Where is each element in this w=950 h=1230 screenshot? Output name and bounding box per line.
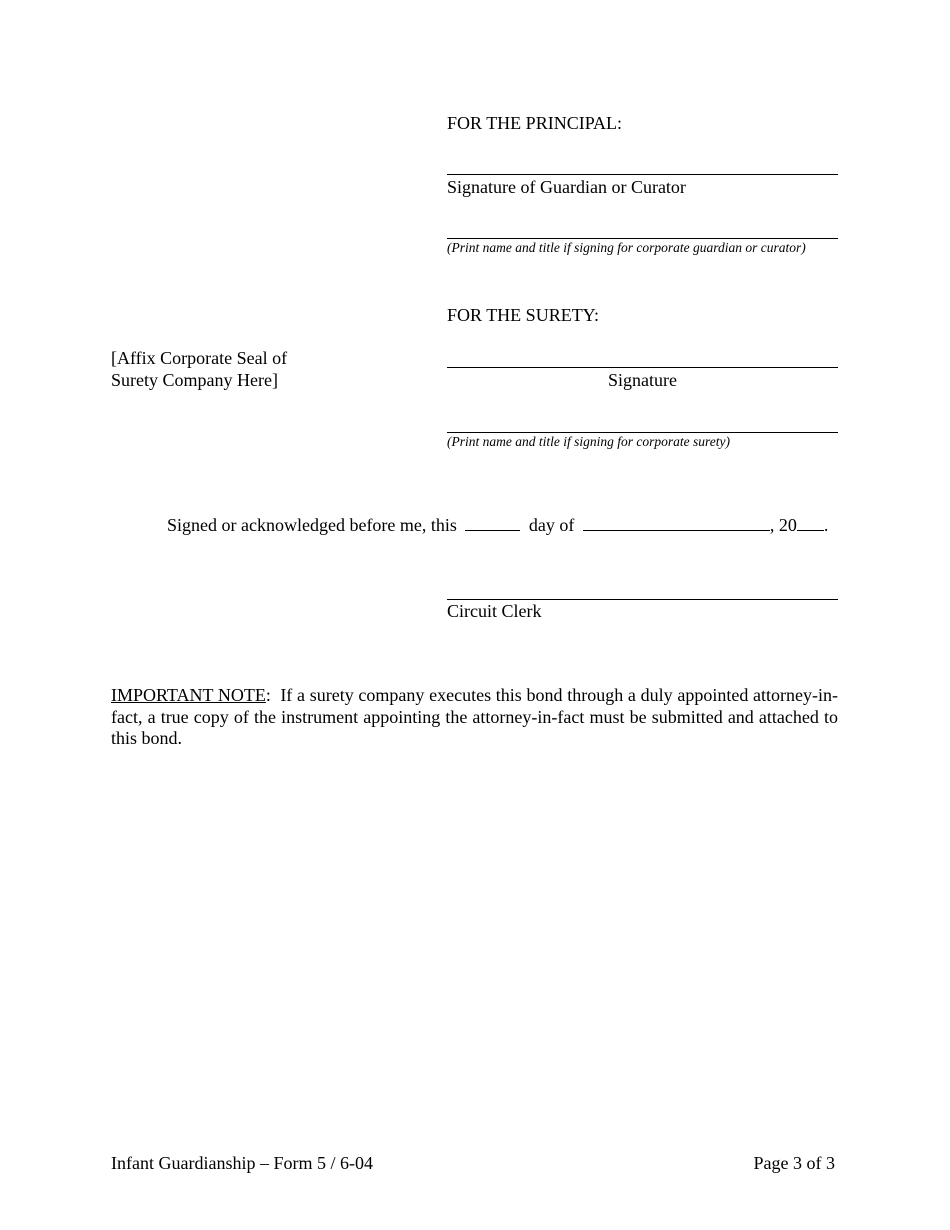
important-note-label: IMPORTANT NOTE: [111, 685, 266, 705]
footer-page-number: Page 3 of 3: [753, 1153, 835, 1173]
surety-print-name-line[interactable]: [447, 432, 838, 433]
acknowledgment-prefix: Signed or acknowledged before me, this: [167, 515, 457, 535]
guardian-signature-line[interactable]: [447, 174, 838, 175]
footer-form-name: Infant Guardianship – Form 5 / 6-04: [111, 1153, 373, 1173]
acknowledgment-year-prefix: , 20: [769, 515, 797, 535]
surety-heading: FOR THE SURETY:: [447, 305, 600, 325]
important-note-colon: :: [265, 685, 271, 705]
important-note: [111, 685, 838, 750]
acknowledgment-day-field[interactable]: [465, 514, 520, 531]
principal-heading: FOR THE PRINCIPAL:: [447, 113, 623, 133]
surety-signature-line[interactable]: [447, 367, 838, 368]
important-note-text: If a surety company executes this bond through a duly appointed attorney-in-fact, a true copy of the instrument appointing the attorney-in-fact must be submitted and attached to this bond.: [111, 685, 838, 748]
corporate-seal-placeholder: [111, 347, 287, 391]
acknowledgment-day-of: day of: [528, 515, 575, 535]
surety-signature-label: Signature: [608, 370, 677, 390]
acknowledgment-month-field[interactable]: [583, 514, 770, 531]
acknowledgment-line: [167, 514, 828, 536]
acknowledgment-year-field[interactable]: [797, 514, 824, 531]
seal-text-line-2: Surety Company Here]: [111, 370, 278, 390]
guardian-print-name-note: (Print name and title if signing for corporate guardian or curator): [447, 240, 806, 255]
clerk-label: Circuit Clerk: [447, 601, 542, 621]
surety-print-name-note: (Print name and title if signing for corporate surety): [447, 434, 730, 449]
guardian-signature-label: Signature of Guardian or Curator: [447, 177, 686, 197]
seal-text-line-1: [Affix Corporate Seal of: [111, 348, 288, 368]
guardian-print-name-line[interactable]: [447, 238, 838, 239]
acknowledgment-suffix: .: [823, 515, 829, 535]
